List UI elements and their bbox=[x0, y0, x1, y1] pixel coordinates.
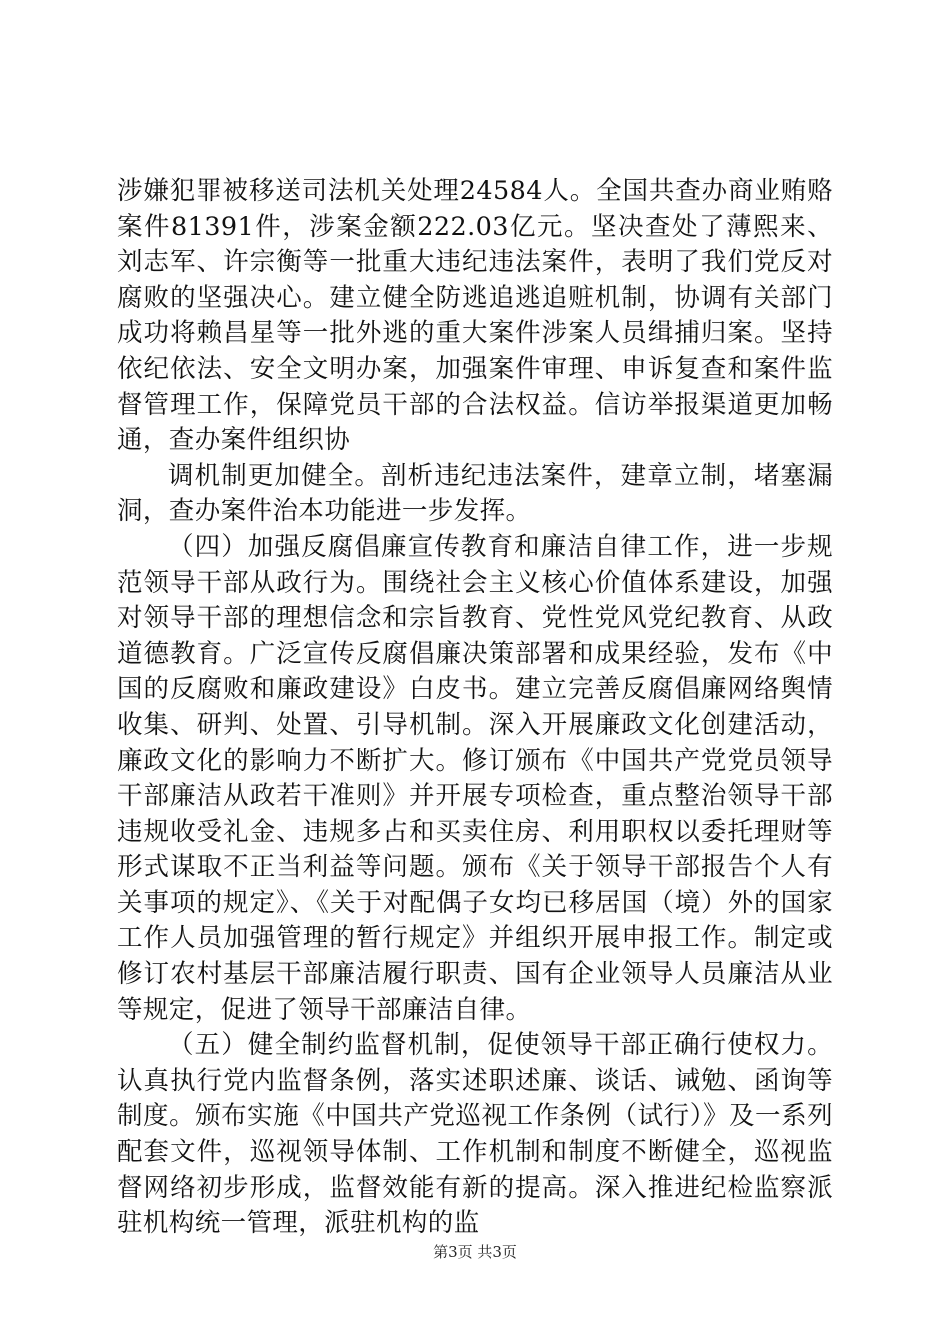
page-footer bbox=[0, 1242, 950, 1262]
paragraph: （四）加强反腐倡廉宣传教育和廉洁自律工作，进一步规范领导干部从政行为。围绕社会主义核心价值体系建设，加强对领导干部的理想信念和宗旨教育、党性党风党纪教育、从政道德教育。广泛宣传反腐倡廉决策部署和成果经验，发布《中国的反腐败和廉政建设》白皮书。建立完善反腐倡廉网络舆情收集、研判、处置、引导机制。深入开展廉政文化创建活动，廉政文化的影响力不断扩大。修订颁布《中国共产党党员领导干部廉洁从政若干准则》并开展专项检查，重点整治领导干部违规收受礼金、违规多占和买卖住房、利用职权以委托理财等形式谋取不正当利益等问题。颁布《关于领导干部报告个人有关事项的规定》、《关于对配偶子女均已移居国（境）外的国家工作人员加强管理的暂行规定》并组织开展申报工作。制定或修订农村基层干部廉洁履行职责、国有企业领导人员廉洁从业等规定，促进了领导干部廉洁自律。 bbox=[117, 531, 833, 1025]
paragraph: （五）健全制约监督机制，促使领导干部正确行使权力。认真执行党内监督条例，落实述职述廉、谈话、诫勉、函询等制度。颁布实施《中国共产党巡视工作条例（试行）》及一系列配套文件，巡视领导体制、工作机制和制度不断健全，巡视监督网络初步形成，监督效能有新的提高。深入推进纪检监察派驻机构统一管理，派驻机构的监 bbox=[117, 1030, 833, 1239]
paragraph: 涉嫌犯罪被移送司法机关处理24584人。全国共查办商业贿赂案件81391件，涉案金额222.03亿元。坚决查处了薄熙来、刘志军、许宗衡等一批重大违纪违法案件，表明了我们党反对腐败的坚强决心。建立健全防逃追逃追赃机制，协调有关部门成功将赖昌星等一批外逃的重大案件涉案人员缉捕归案。坚持依纪依法、安全文明办案，加强案件审理、申诉复查和案件监督管理工作，保障党员干部的合法权益。信访举报渠道更加畅通，查办案件组织协 bbox=[117, 176, 833, 456]
document-body bbox=[117, 174, 833, 1242]
page-number: 第3页 共3页 bbox=[433, 1243, 517, 1261]
paragraph: 调机制更加健全。剖析违纪违法案件，建章立制，堵塞漏洞，查办案件治本功能进一步发挥。 bbox=[117, 460, 833, 527]
